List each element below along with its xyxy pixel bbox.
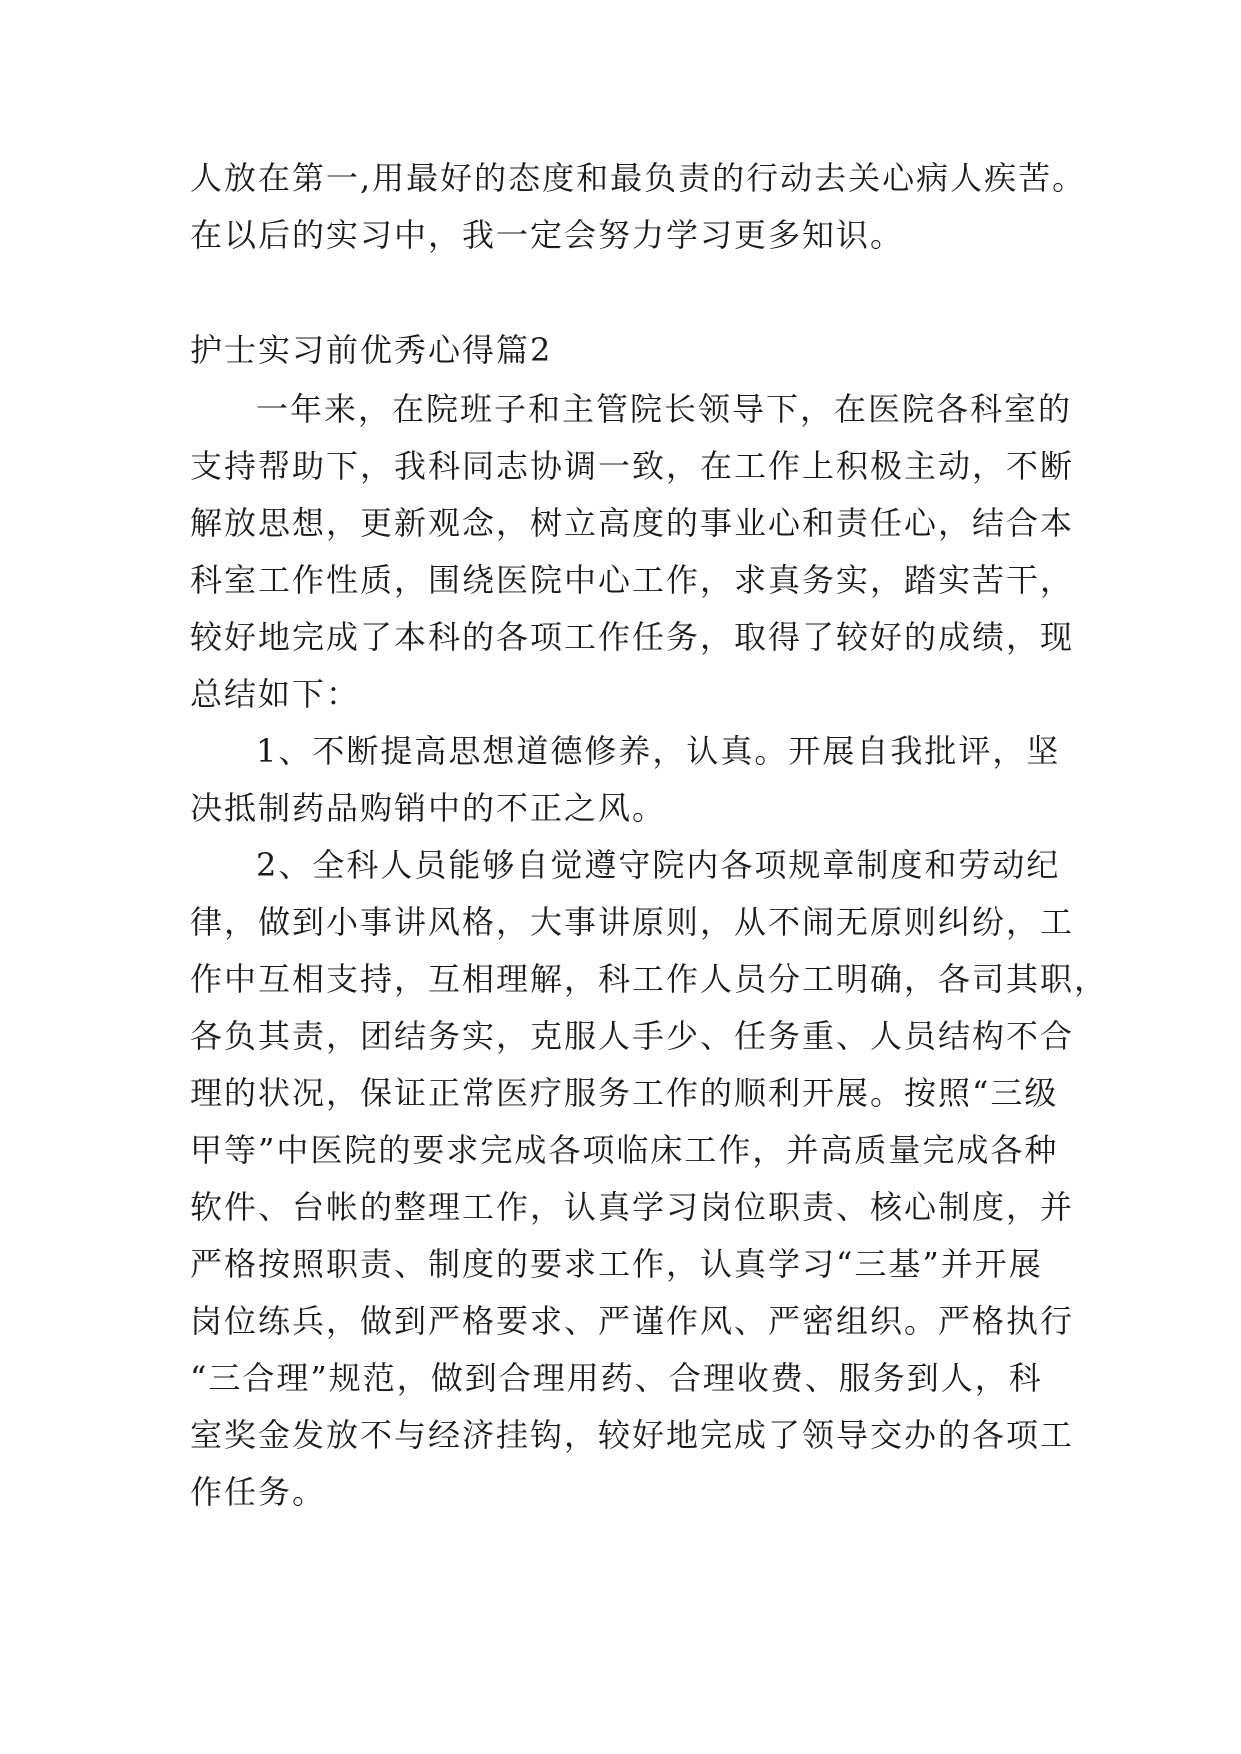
paragraph-item-2 xyxy=(190,837,1109,1521)
body-line: 一年来，在院班子和主管院长领导下，在医院各科室的 xyxy=(256,390,1073,428)
body-line: 人放在第一,用最好的态度和最负责的行动去关心病人疾苦。 xyxy=(190,159,1087,197)
body-line: 严格按照职责、制度的要求工作，认真学习“三基”并开展 xyxy=(190,1245,1043,1283)
body-line: 岗位练兵，做到严格要求、严谨作风、严密组织。严格执行 xyxy=(190,1302,1075,1340)
body-line: 1、不断提高思想道德修养，认真。开展自我批评，坚 xyxy=(256,732,1061,770)
body-line: 律，做到小事讲风格，大事讲原则，从不闹无原则纠纷，工 xyxy=(190,903,1075,941)
body-line: 总结如下： xyxy=(190,675,361,713)
body-line: “三合理”规范，做到合理用药、合理收费、服务到人，科 xyxy=(190,1359,1043,1397)
body-line: 软件、台帐的整理工作，认真学习岗位职责、核心制度，并 xyxy=(190,1188,1075,1226)
body-line: 作中互相支持，互相理解，科工作人员分工明确，各司其职， xyxy=(190,960,1109,998)
body-line: 科室工作性质，围绕医院中心工作，求真务实，踏实苦干， xyxy=(190,561,1075,599)
body-line: 作任务。 xyxy=(190,1473,327,1511)
body-line: 较好地完成了本科的各项工作任务，取得了较好的成绩，现 xyxy=(190,618,1075,656)
body-line: 2、全科人员能够自觉遵守院内各项规章制度和劳动纪 xyxy=(256,846,1061,884)
section-spacer xyxy=(190,264,1090,319)
section-title: 护士实习前优秀心得篇2 xyxy=(190,331,553,369)
document-body xyxy=(190,150,1109,1521)
body-line: 室奖金发放不与经济挂钩，较好地完成了领导交办的各项工 xyxy=(190,1416,1075,1454)
body-line: 各负其责，团结务实，克服人手少、任务重、人员结构不合 xyxy=(190,1017,1075,1055)
paragraph-intro xyxy=(190,381,1090,723)
paragraph-item-1 xyxy=(190,723,1090,837)
body-line: 甲等”中医院的要求完成各项临床工作，并高质量完成各种 xyxy=(190,1131,1059,1169)
body-line: 支持帮助下，我科同志协调一致，在工作上积极主动，不断 xyxy=(190,447,1075,485)
body-line: 理的状况，保证正常医疗服务工作的顺利开展。按照“三级 xyxy=(190,1074,1059,1112)
body-line: 解放思想，更新观念，树立高度的事业心和责任心，结合本 xyxy=(190,504,1075,542)
body-line: 在以后的实习中，我一定会努力学习更多知识。 xyxy=(190,216,905,254)
body-line: 决抵制药品购销中的不正之风。 xyxy=(190,789,667,827)
